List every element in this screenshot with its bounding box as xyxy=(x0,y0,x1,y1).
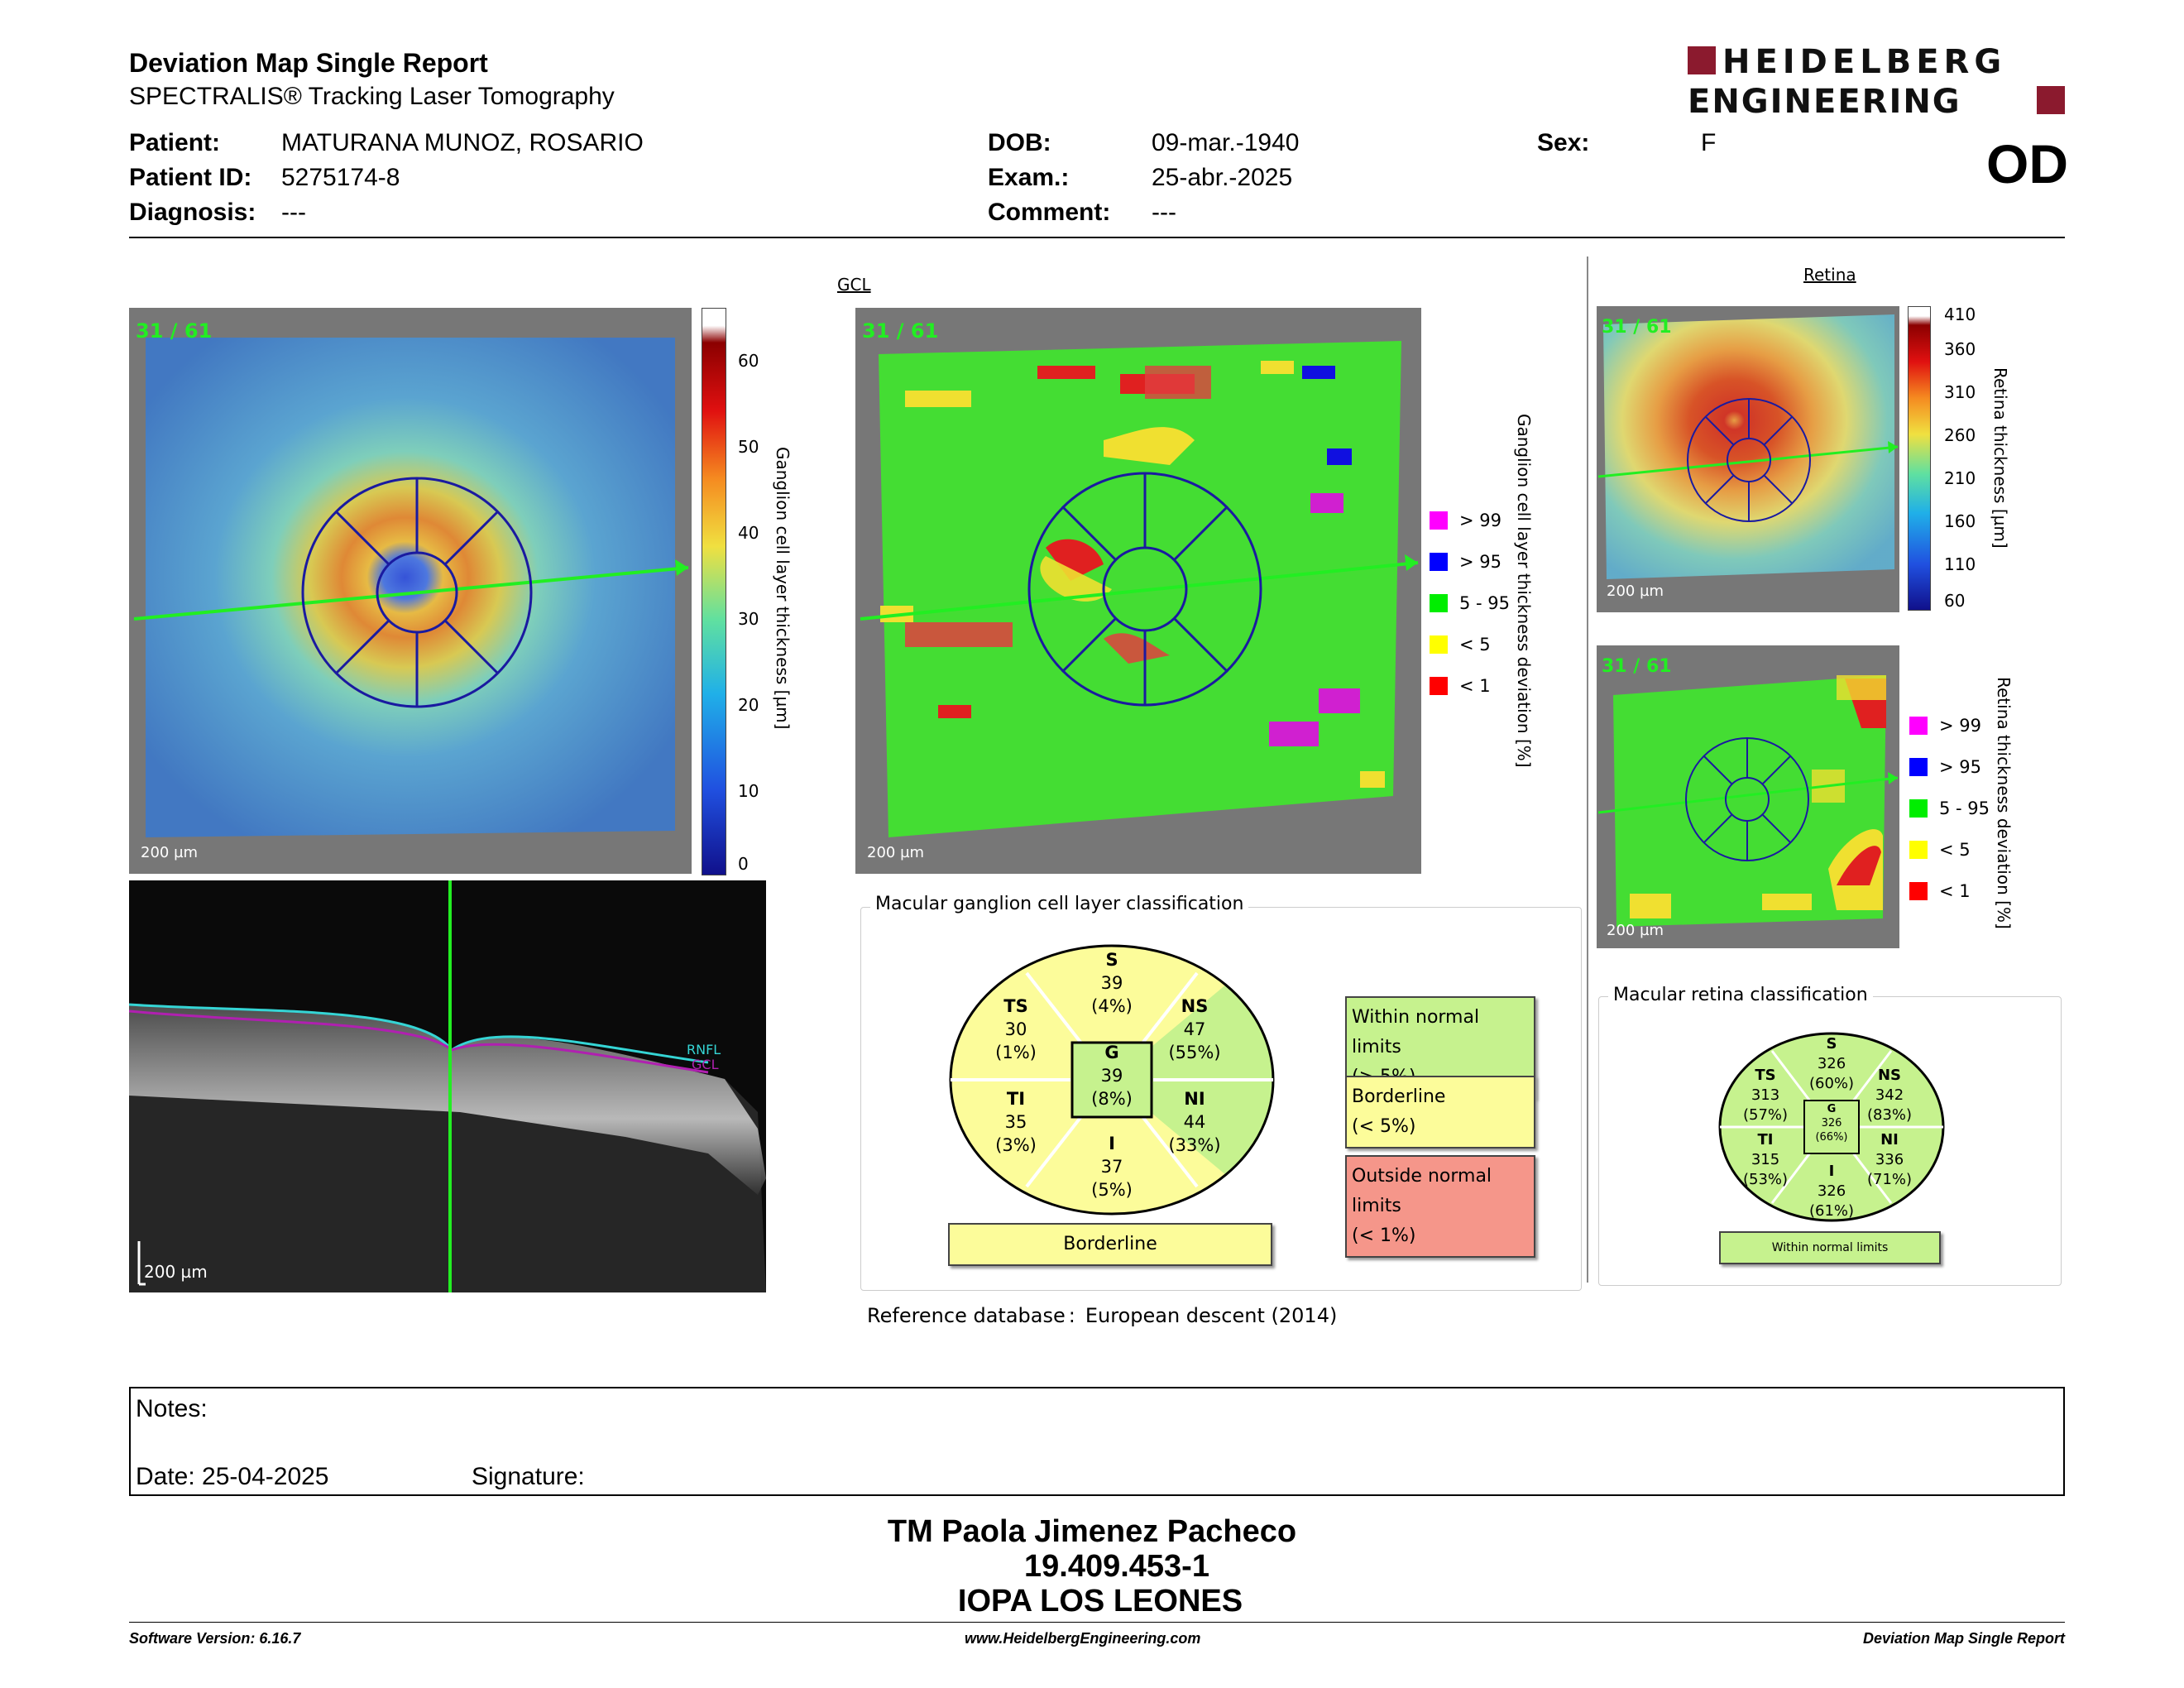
legend-item: 5 - 95 xyxy=(1430,583,1510,624)
legend-item: > 95 xyxy=(1909,746,1990,788)
tick: 60 xyxy=(738,351,759,371)
report-subtitle: SPECTRALIS® Tracking Laser Tomography xyxy=(129,83,615,110)
gcl-sector-ts: TS 30 (1%) xyxy=(995,996,1037,1062)
gcl-classification-title: Macular ganglion cell layer classification xyxy=(870,894,1248,914)
tick: 20 xyxy=(738,695,759,715)
tick: 360 xyxy=(1944,339,1976,359)
tick: 210 xyxy=(1944,468,1976,488)
key-outside-normal: Outside normal limits (< 1%) xyxy=(1345,1155,1535,1258)
retina-sector-ts: TS 313 (57%) xyxy=(1742,1067,1789,1124)
retina-sector-ti: TI 315 (53%) xyxy=(1742,1131,1789,1188)
legend-item: < 5 xyxy=(1909,829,1990,870)
retina-thickness-colorbar xyxy=(1908,306,1931,611)
retina-thickness-axis-label: Retina thickness [µm] xyxy=(1990,367,2010,549)
exam-value: 25-abr.-2025 xyxy=(1152,164,1293,191)
tick: 0 xyxy=(738,854,749,874)
heidelberg-logo xyxy=(1688,43,2068,119)
software-version: Software Version: 6.16.7 xyxy=(129,1630,301,1647)
retina-sector-s: S 326 (60%) xyxy=(1808,1035,1855,1092)
svg-text:200 µm: 200 µm xyxy=(144,1262,208,1282)
legend-item: > 99 xyxy=(1430,500,1510,541)
legend-item: 5 - 95 xyxy=(1909,788,1990,829)
retina-classification-result: Within normal limits xyxy=(1719,1231,1941,1264)
retina-thickness-map xyxy=(1597,306,1899,612)
svg-text:200 µm: 200 µm xyxy=(1607,922,1664,939)
signature-label: Signature: xyxy=(472,1463,585,1490)
retina-deviation-map xyxy=(1597,645,1899,948)
retina-sector-i: I 326 (61%) xyxy=(1808,1163,1855,1220)
svg-text:200 µm: 200 µm xyxy=(141,844,199,861)
exam-label: Exam.: xyxy=(988,164,1070,191)
gcl-thickness-ticks xyxy=(738,308,771,874)
gcl-deviation-legend xyxy=(1430,500,1510,707)
legend-item: > 95 xyxy=(1430,541,1510,583)
retina-classification-title: Macular retina classification xyxy=(1608,985,1873,1005)
svg-text:HEIDELBERG: HEIDELBERG xyxy=(1722,43,2007,81)
date-label: Date: 25-04-2025 xyxy=(136,1463,329,1490)
svg-text:31 / 61: 31 / 61 xyxy=(862,319,939,343)
website-link[interactable]: www.HeidelbergEngineering.com xyxy=(965,1630,1201,1647)
gcl-sector-ni: NI 44 (33%) xyxy=(1168,1089,1221,1155)
tick: 50 xyxy=(738,437,759,457)
patient-id: 5275174-8 xyxy=(281,164,400,191)
gcl-sector-ns: NS 47 (55%) xyxy=(1168,996,1221,1062)
tick: 10 xyxy=(738,781,759,801)
signer-name: TM Paola Jimenez Pacheco xyxy=(887,1514,1297,1549)
comment-label: Comment: xyxy=(988,199,1111,226)
patient-id-label: Patient ID: xyxy=(129,164,252,191)
tick: 30 xyxy=(738,609,759,629)
comment-value: --- xyxy=(1152,199,1176,226)
retina-sector-ns: NS 342 (83%) xyxy=(1866,1067,1913,1124)
tick: 60 xyxy=(1944,591,1966,611)
gcl-thickness-colorbar xyxy=(702,308,726,875)
tick: 40 xyxy=(738,523,759,543)
sex-label: Sex: xyxy=(1537,129,1590,156)
reference-database: Reference database : European descent (2014) xyxy=(867,1304,1338,1327)
gcl-classification-result: Borderline xyxy=(948,1223,1272,1266)
footer-report-name: Deviation Map Single Report xyxy=(1862,1630,2065,1647)
key-within-normal: Within normal limits xyxy=(1345,996,1535,1099)
notes-box[interactable] xyxy=(129,1387,2065,1496)
signer-id: 19.409.453-1 xyxy=(1024,1549,1209,1584)
retina-sector-ni: NI 336 (71%) xyxy=(1866,1131,1913,1188)
gcl-sector-ti: TI 35 (3%) xyxy=(995,1089,1037,1155)
gcl-map-title: GCL xyxy=(837,275,871,295)
legend-item: < 1 xyxy=(1430,665,1510,707)
gcl-thickness-axis-label: Ganglion cell layer thickness [µm] xyxy=(773,447,793,730)
svg-text:31 / 61: 31 / 61 xyxy=(1602,656,1672,677)
footer-divider xyxy=(129,1622,2065,1623)
legend-item: < 5 xyxy=(1430,624,1510,665)
sex-value: F xyxy=(1701,129,1717,156)
retina-deviation-legend xyxy=(1909,705,1990,912)
diagnosis-label: Diagnosis: xyxy=(129,199,256,226)
patient-label: Patient: xyxy=(129,129,221,156)
key-borderline: Borderline (< 5%) xyxy=(1345,1076,1535,1149)
diagnosis-value: --- xyxy=(281,199,306,226)
svg-text:RNFL: RNFL xyxy=(687,1042,721,1057)
signer-institution: IOPA LOS LEONES xyxy=(957,1584,1243,1618)
report-title: Deviation Map Single Report xyxy=(129,48,488,78)
dob-value: 09-mar.-1940 xyxy=(1152,129,1300,156)
svg-text:200 µm: 200 µm xyxy=(1607,583,1664,600)
svg-text:GCL: GCL xyxy=(692,1057,719,1072)
svg-text:ENGINEERING: ENGINEERING xyxy=(1688,83,1961,119)
gcl-thickness-map xyxy=(129,308,692,874)
svg-text:31 / 61: 31 / 61 xyxy=(136,319,213,343)
gcl-sector-g: G 39 (8%) xyxy=(1091,1043,1133,1109)
tick: 160 xyxy=(1944,511,1976,531)
dob-label: DOB: xyxy=(988,129,1051,156)
gcl-deviation-map xyxy=(855,308,1421,874)
patient-name: MATURANA MUNOZ, ROSARIO xyxy=(281,129,644,156)
tick: 410 xyxy=(1944,305,1976,324)
oct-bscan xyxy=(129,880,766,1292)
column-divider xyxy=(1587,257,1588,1283)
gcl-deviation-axis-label: Ganglion cell layer thickness deviation [%] xyxy=(1514,414,1534,768)
retina-thickness-ticks xyxy=(1944,306,1985,609)
tick: 110 xyxy=(1944,554,1976,574)
svg-text:200 µm: 200 µm xyxy=(867,844,925,861)
legend-item: > 99 xyxy=(1909,705,1990,746)
eye-indicator: OD xyxy=(1986,133,2068,194)
header-divider xyxy=(129,237,2065,238)
gcl-sector-s: S 39 (4%) xyxy=(1091,950,1133,1016)
tick: 310 xyxy=(1944,382,1976,402)
gcl-sector-i: I 37 (5%) xyxy=(1091,1134,1133,1200)
tick: 260 xyxy=(1944,425,1976,445)
retina-map-title: Retina xyxy=(1803,265,1856,285)
retina-deviation-axis-label: Retina thickness deviation [%] xyxy=(1994,677,2014,929)
notes-label: Notes: xyxy=(136,1395,208,1422)
signer-block xyxy=(745,1514,1439,1618)
svg-text:31 / 61: 31 / 61 xyxy=(1602,317,1672,338)
retina-sector-g: G 326 (66%) xyxy=(1815,1103,1848,1144)
legend-item: < 1 xyxy=(1909,870,1990,912)
